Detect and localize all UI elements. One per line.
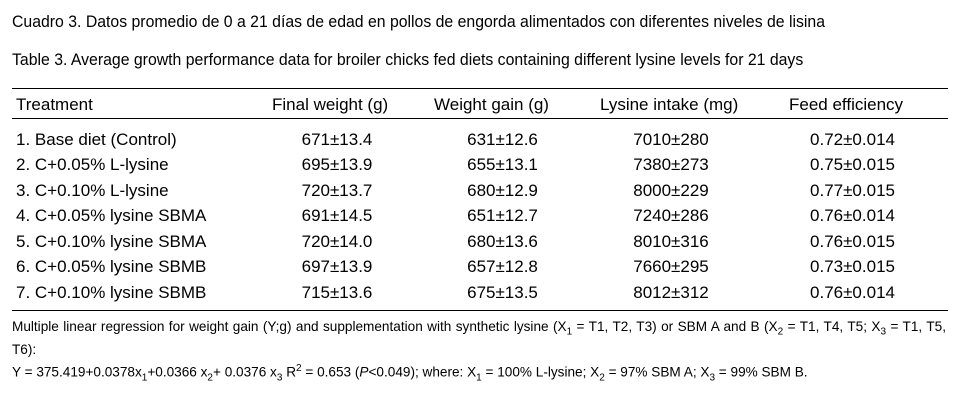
table-header-rule <box>12 118 948 119</box>
weight-gain-cell: 675±13.5 <box>467 283 538 302</box>
weight-gain-cell: 651±12.7 <box>467 206 538 225</box>
header-lysine-intake: Lysine intake (mg) <box>600 95 739 114</box>
weight-gain-cell: 680±13.6 <box>467 232 538 251</box>
table-row <box>0 257 965 281</box>
header-weight-gain: Weight gain (g) <box>434 95 549 114</box>
final-weight-cell: 671±13.4 <box>301 130 373 149</box>
treatment-cell: 4. C+0.05% lysine SBMA <box>16 206 207 225</box>
treatment-cell: 2. C+0.05% L-lysine <box>16 155 169 174</box>
table-bottom-rule <box>12 310 948 311</box>
feed-efficiency-cell: 0.77±0.015 <box>810 181 895 200</box>
weight-gain-cell: 680±12.9 <box>467 181 538 200</box>
weight-gain-cell: 631±12.6 <box>467 130 538 149</box>
lysine-intake-cell: 7240±286 <box>633 206 709 225</box>
table-row <box>0 155 965 179</box>
lysine-intake-cell: 7380±273 <box>633 155 709 174</box>
final-weight-cell: 715±13.6 <box>301 283 373 302</box>
header-treatment: Treatment <box>16 95 93 114</box>
header-feed-efficiency: Feed efficiency <box>789 95 904 114</box>
regression-note: Multiple linear regression for weight gain (Y;g) and supplementation with synthetic lysine ($X_1 = T1$, T2, T3) or SBM A and B ($X_2 = T1$, T4, T5; $X_3 = T1$, T5, T6): <box>12 319 947 357</box>
treatment-cell: 5. C+0.10% lysine SBMA <box>16 232 207 251</box>
table-row <box>0 181 965 205</box>
caption-english: Table 3. Average growth performance data for broiler chicks fed diets containing different lysine levels for 21 days <box>12 50 804 69</box>
final-weight-cell: 691±14.5 <box>301 206 373 225</box>
table-row <box>0 283 965 307</box>
treatment-cell: 6. C+0.05% lysine SBMB <box>16 257 207 276</box>
weight-gain-cell: 655±13.1 <box>467 155 538 174</box>
table-row <box>0 232 965 256</box>
lysine-intake-cell: 7660±295 <box>633 257 709 276</box>
feed-efficiency-cell: 0.76±0.014 <box>810 283 895 302</box>
feed-efficiency-cell: 0.75±0.015 <box>810 155 895 174</box>
lysine-intake-cell: 8012±312 <box>633 283 709 302</box>
caption-spanish: Cuadro 3. Datos promedio de 0 a 21 días de edad en pollos de engorda alimentados con diferentes niveles de lisina <box>12 12 826 31</box>
feed-efficiency-cell: 0.72±0.014 <box>810 130 895 149</box>
header-final-weight: Final weight (g) <box>272 95 389 114</box>
feed-efficiency-cell: 0.76±0.015 <box>810 232 895 251</box>
table-row <box>0 130 965 154</box>
lysine-intake-cell: 7010±280 <box>633 130 709 149</box>
final-weight-cell: 695±13.9 <box>301 155 373 174</box>
treatment-cell: 3. C+0.10% L-lysine <box>16 181 169 200</box>
final-weight-cell: 697±13.9 <box>301 257 373 276</box>
table-row <box>0 206 965 230</box>
treatment-cell: 1. Base diet (Control) <box>16 130 177 149</box>
lysine-intake-cell: 8000±229 <box>633 181 709 200</box>
feed-efficiency-cell: 0.73±0.015 <box>810 257 895 276</box>
final-weight-cell: 720±13.7 <box>301 181 373 200</box>
lysine-intake-cell: 8010±316 <box>633 232 709 251</box>
feed-efficiency-cell: 0.76±0.014 <box>810 206 895 225</box>
table-top-rule <box>12 88 948 89</box>
final-weight-cell: 720±14.0 <box>301 232 373 251</box>
regression-equation: $Y = 375.419+0.0378x_1+0.0366$ $x_2+ 0.0376$ $x_3$ $R^2 = 0.653$ (P<0.049); where: $X_1 = 100\%$ L-lysine; $X_2 = 97\%$ SBM A; $X_3 = 99\%$ SBM B. <box>12 363 808 384</box>
treatment-cell: 7. C+0.10% lysine SBMB <box>16 283 207 302</box>
table-header-row <box>0 95 965 119</box>
weight-gain-cell: 657±12.8 <box>467 257 538 276</box>
